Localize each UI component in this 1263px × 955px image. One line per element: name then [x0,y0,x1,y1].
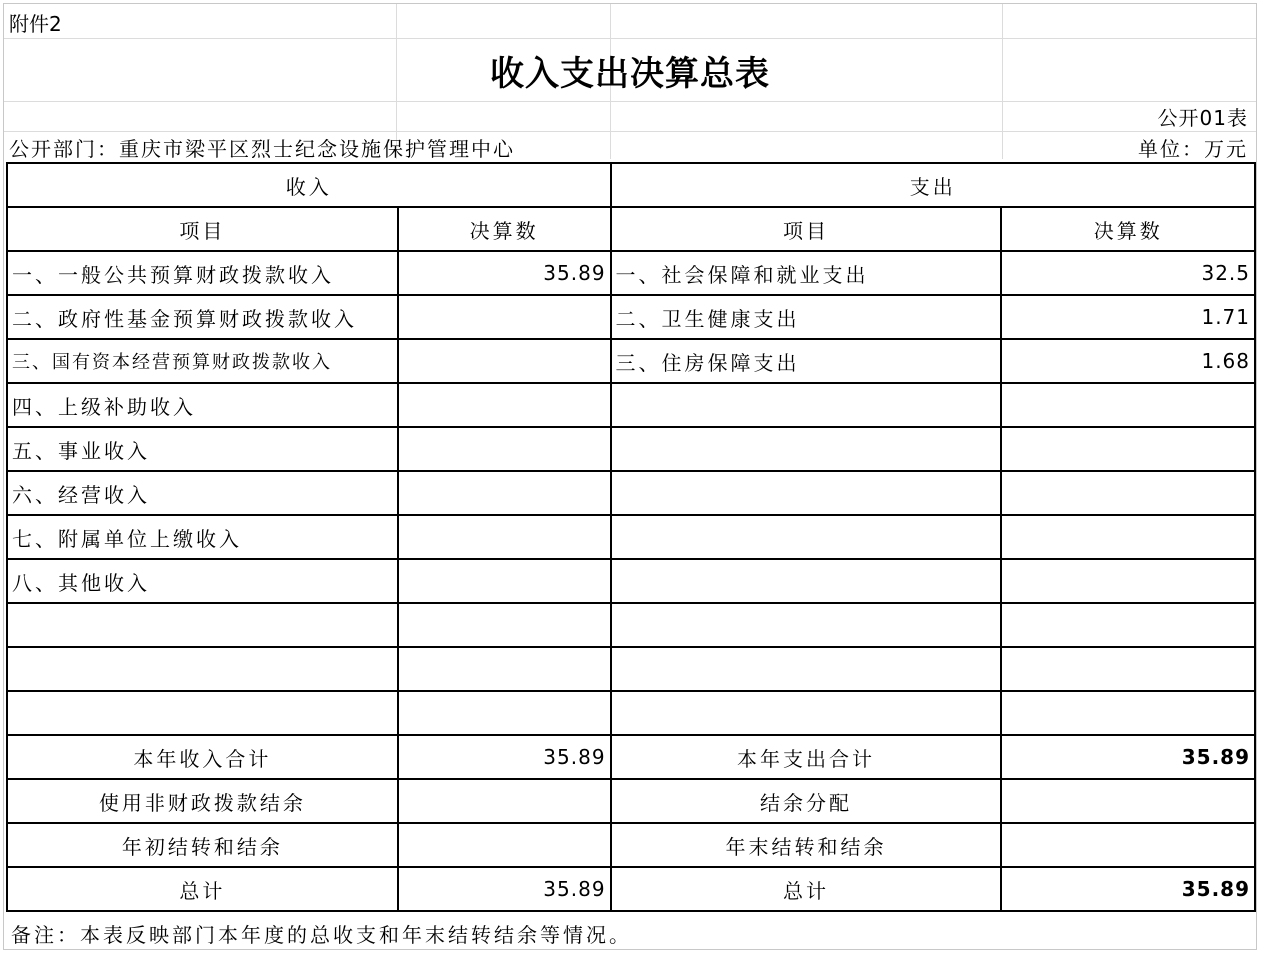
expense-item-cell [611,691,1002,735]
table-row [7,691,1255,735]
expense-amount-cell: 32.5 [1001,251,1255,295]
income-summary-amount [398,823,611,867]
income-item-cell: 六、经营收入 [7,471,398,515]
income-amount-cell [398,647,611,691]
expense-amount-cell: 1.68 [1001,339,1255,383]
income-item-cell [7,647,398,691]
income-summary-amount: 35.89 [398,735,611,779]
expense-summary-amount: 35.89 [1001,735,1255,779]
column-header-row [7,207,1255,251]
table-row [7,427,1255,471]
department-label: 公开部门：重庆市梁平区烈士纪念设施保护管理中心 [9,137,515,161]
section-header-row [7,163,1255,207]
expense-item-cell [611,383,1002,427]
gridline [4,38,1256,39]
income-summary-amount [398,779,611,823]
income-amount-cell [398,383,611,427]
expense-item-cell: 一、社会保障和就业支出 [611,251,1002,295]
summary-row-balance-use [7,779,1255,823]
summary-row-annual-total [7,735,1255,779]
income-expense-table [6,162,1256,955]
income-amount-cell [398,559,611,603]
expense-amount-cell [1001,647,1255,691]
expense-item-header: 项目 [611,207,1002,251]
note-row [7,911,1255,955]
table-row [7,647,1255,691]
table-row [7,515,1255,559]
expense-summary-amount [1001,823,1255,867]
expense-amount-cell [1001,559,1255,603]
expense-item-cell: 二、卫生健康支出 [611,295,1002,339]
table-row [7,471,1255,515]
expense-amount-cell [1001,603,1255,647]
expense-amount-cell [1001,515,1255,559]
income-item-cell: 八、其他收入 [7,559,398,603]
income-item-cell: 三、国有资本经营预算财政拨款收入 [7,339,398,383]
table-row [7,295,1255,339]
income-amount-cell [398,339,611,383]
form-number: 公开01表 [1157,106,1248,130]
expense-item-cell [611,559,1002,603]
income-item-cell [7,691,398,735]
summary-row-grand-total [7,867,1255,911]
income-item-cell: 二、政府性基金预算财政拨款收入 [7,295,398,339]
income-item-cell: 四、上级补助收入 [7,383,398,427]
income-amount-cell [398,515,611,559]
expense-item-cell [611,471,1002,515]
spreadsheet-sheet [3,3,1257,950]
income-amount-cell: 35.89 [398,251,611,295]
expense-summary-amount: 35.89 [1001,867,1255,911]
income-summary-label: 本年收入合计 [7,735,398,779]
income-summary-label: 使用非财政拨款结余 [7,779,398,823]
income-summary-label: 总计 [7,867,398,911]
expense-amount-header: 决算数 [1001,207,1255,251]
income-amount-cell [398,427,611,471]
gridline [4,101,1256,102]
expense-amount-cell [1001,383,1255,427]
income-item-cell: 五、事业收入 [7,427,398,471]
expense-amount-cell [1001,471,1255,515]
income-amount-cell [398,691,611,735]
expense-summary-label: 年末结转和结余 [611,823,1002,867]
summary-row-carryover [7,823,1255,867]
table-row [7,559,1255,603]
table-row [7,339,1255,383]
unit-label: 单位：万元 [1138,137,1248,161]
income-item-cell: 一、一般公共预算财政拨款收入 [7,251,398,295]
expense-amount-cell [1001,691,1255,735]
table-row [7,383,1255,427]
expense-item-cell [611,647,1002,691]
expense-item-cell [611,515,1002,559]
table-note: 备注：本表反映部门本年度的总收支和年末结转结余等情况。 [7,911,1255,955]
income-amount-cell [398,295,611,339]
attachment-label: 附件2 [9,12,62,36]
income-item-header: 项目 [7,207,398,251]
income-summary-label: 年初结转和结余 [7,823,398,867]
gridline [4,131,1256,132]
expense-amount-cell [1001,427,1255,471]
income-amount-cell [398,471,611,515]
table-row [7,251,1255,295]
expense-summary-label: 本年支出合计 [611,735,1002,779]
income-section-header: 收入 [7,163,611,207]
income-summary-amount: 35.89 [398,867,611,911]
expense-summary-label: 结余分配 [611,779,1002,823]
income-item-cell [7,603,398,647]
expense-summary-label: 总计 [611,867,1002,911]
income-amount-header: 决算数 [398,207,611,251]
expense-item-cell [611,427,1002,471]
expense-item-cell [611,603,1002,647]
income-amount-cell [398,603,611,647]
expense-amount-cell: 1.71 [1001,295,1255,339]
page-title: 收入支出决算总表 [490,54,770,94]
expense-summary-amount [1001,779,1255,823]
expense-item-cell: 三、住房保障支出 [611,339,1002,383]
expense-section-header: 支出 [611,163,1255,207]
income-item-cell: 七、附属单位上缴收入 [7,515,398,559]
table-row [7,603,1255,647]
